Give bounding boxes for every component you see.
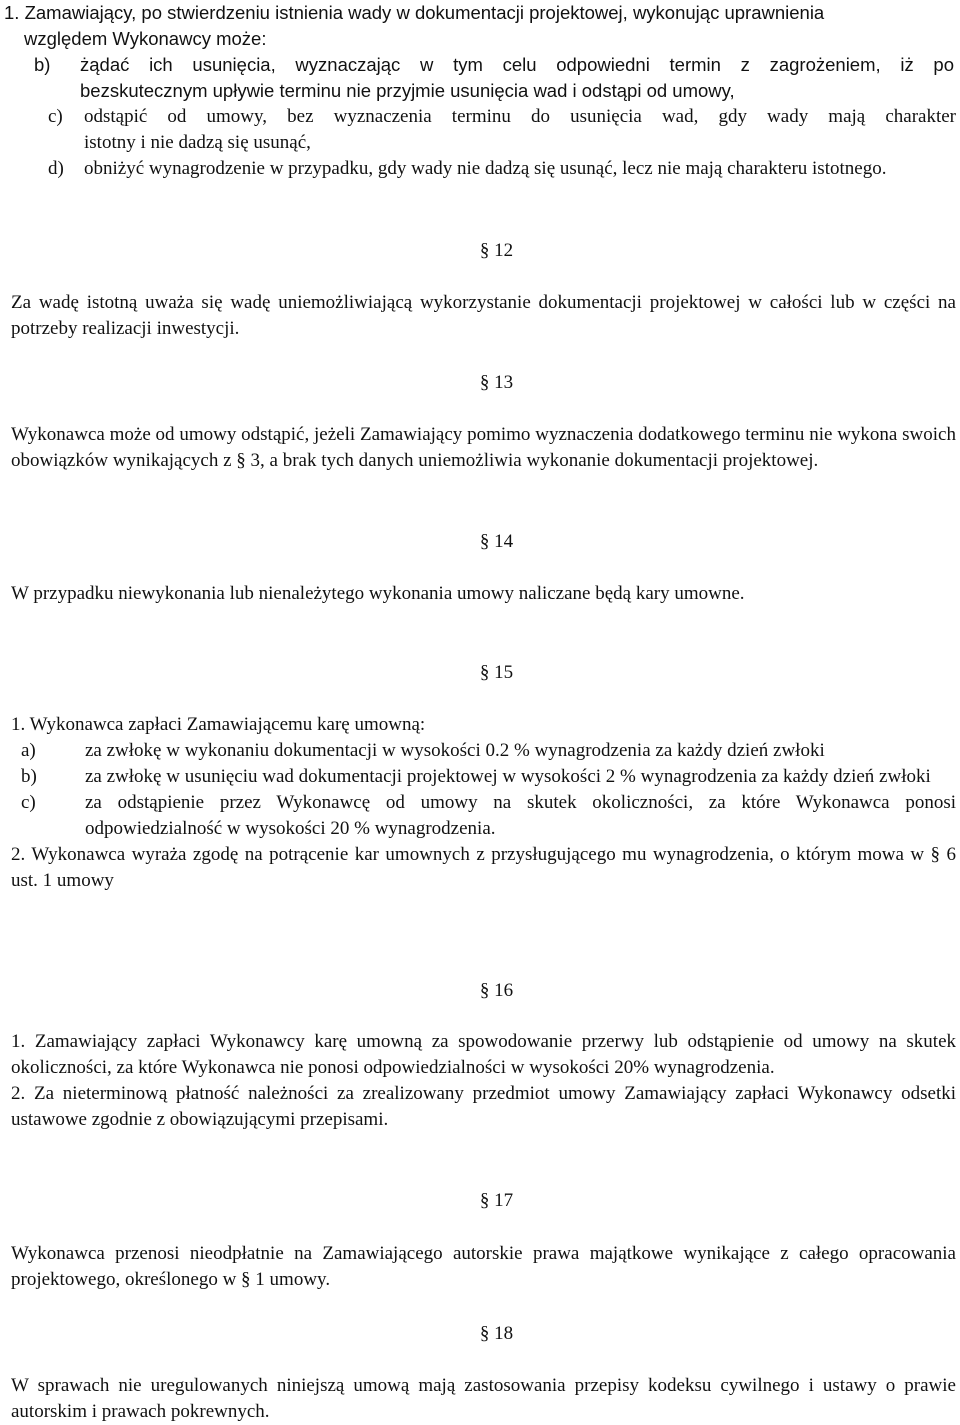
section-16-p1 — [11, 1029, 956, 1081]
section-12-text: Za wadę istotną uważa się wadę uniemożliwiającą wykorzystanie dokumentacji projektowej w całości lub w części na potrzeby realizacji inwestycji. — [11, 292, 956, 339]
paragraph-number: 2. — [11, 1083, 26, 1104]
intro-paragraph-cont: względem Wykonawcy może: — [24, 28, 267, 49]
list-label: c) — [21, 792, 36, 813]
section-12-title: § 12 — [479, 240, 514, 261]
list-label: b) — [34, 54, 51, 75]
paragraph-text: Za nieterminową płatność należności za zrealizowany przedmiot umowy Zamawiający zapłaci Wykonawcy odsetki ustawowe zgodnie z obowiązującymi przepisami. — [11, 1083, 957, 1130]
paragraph-text: Zamawiający zapłaci Wykonawcy karę umowną za spowodowanie przerwy lub odstąpienie od umowy na skutek okoliczności, za które Wykonawca nie ponosi odpowiedzialności w wysokości 20% wynagrodzenia. — [11, 1031, 956, 1078]
list-item-c — [11, 790, 956, 842]
intro-block — [4, 0, 954, 104]
list-item-a — [11, 738, 956, 764]
section-18-text: W sprawach nie uregulowanych niniejszą umową mają zastosowania przepisy kodeksu cywilnego i ustawy o prawie autorskim i prawach pokrewnych. — [11, 1375, 956, 1422]
section-15-body — [11, 712, 956, 894]
section-15-title: § 15 — [479, 662, 514, 683]
list-item-c — [11, 104, 956, 130]
list-label: a) — [21, 740, 36, 761]
list-text: obniżyć wynagrodzenie w przypadku, gdy wady nie dadzą się usunąć, lecz nie mają charakteru istotnego. — [84, 158, 887, 179]
list-item-d — [11, 156, 956, 182]
section-16-p2 — [11, 1081, 956, 1133]
list-label: b) — [21, 766, 37, 787]
section-15-p1: 1. Wykonawca zapłaci Zamawiającemu karę umowną: — [11, 714, 426, 735]
list-text: żądać ich usunięcia, wyznaczając w tym celu odpowiedni termin z zagrożeniem, iż po — [80, 54, 954, 75]
list-label: c) — [48, 106, 63, 127]
list-label: d) — [48, 158, 64, 179]
section-18-title: § 18 — [479, 1323, 514, 1344]
section-13-title: § 13 — [479, 372, 514, 393]
section-13-text: Wykonawca może od umowy odstąpić, jeżeli Zamawiający pomimo wyznaczenia dodatkowego terminu nie wykona swoich obowiązków wynikających z § 3, a brak tych danych uniemożliwia wykonanie dokumentacji projektowej. — [11, 424, 956, 471]
section-14-title: § 14 — [479, 531, 514, 552]
section-16-title: § 16 — [479, 980, 514, 1001]
section-14-text: W przypadku niewykonania lub nienależytego wykonania umowy naliczane będą kary umowne. — [11, 583, 745, 604]
intro-paragraph: 1. Zamawiający, po stwierdzeniu istnienia wady w dokumentacji projektowej, wykonując uprawnienia — [4, 2, 825, 23]
section-17-title: § 17 — [479, 1190, 514, 1211]
list-text: za zwłokę w wykonaniu dokumentacji w wysokości 0.2 % wynagrodzenia za każdy dzień zwłoki — [85, 740, 825, 761]
section-15-p2: 2. Wykonawca wyraża zgodę na potrącenie kar umownych z przysługującego mu wynagrodzenia, o którym mowa w § 6 ust. 1 umowy — [11, 844, 956, 891]
paragraph-number: 1. — [11, 1031, 26, 1052]
list-item-b — [11, 764, 956, 790]
list-text: odstąpić od umowy, bez wyznaczenia terminu do usunięcia wad, gdy wady mają charakter — [84, 106, 956, 127]
list-text-cont: bezskutecznym upływie terminu nie przyjmie usunięcia wad i odstąpi od umowy, — [80, 80, 735, 101]
list-text: za zwłokę w usunięciu wad dokumentacji projektowej w wysokości 2 % wynagrodzenia za każdy dzień zwłoki — [85, 766, 931, 787]
section-17-text: Wykonawca przenosi nieodpłatnie na Zamawiającego autorskie prawa majątkowe wynikające z całego opracowania projektowego, określonego w § 1 umowy. — [11, 1243, 956, 1290]
list-text: za odstąpienie przez Wykonawcę od umowy na skutek okoliczności, za które Wykonawca ponosi odpowiedzialność w wysokości 20 % wynagrodzenia. — [85, 792, 956, 839]
intro-block-serif — [11, 104, 956, 182]
list-item-b — [4, 52, 954, 78]
list-text-cont: istotny i nie dadzą się usunąć, — [84, 132, 311, 153]
section-16-body — [11, 1029, 956, 1133]
